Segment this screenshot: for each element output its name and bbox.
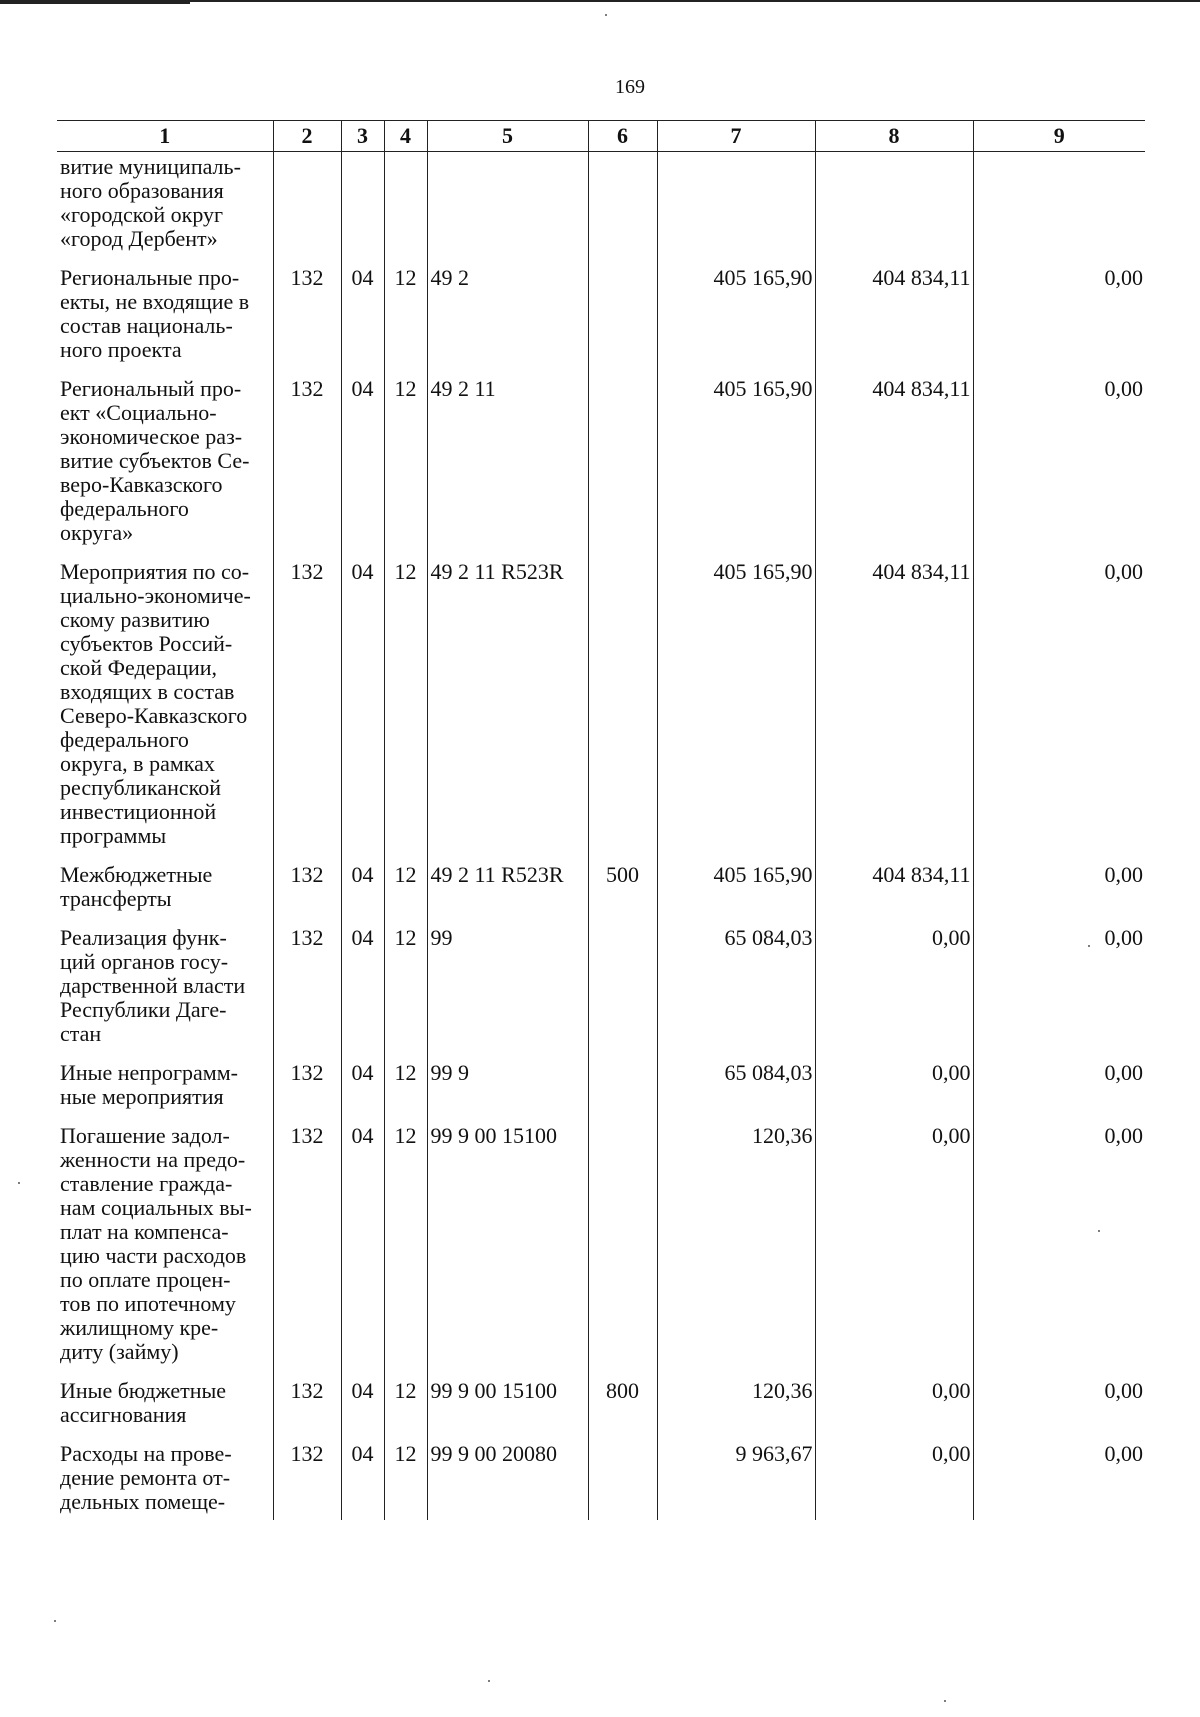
cell-subsection-code-value xyxy=(385,152,427,161)
cell-expense-type xyxy=(588,1433,657,1520)
table-row xyxy=(57,1370,1145,1433)
column-header-8: 8 xyxy=(815,121,973,152)
table-row xyxy=(57,1115,1145,1370)
cell-amount-col9 xyxy=(973,1115,1145,1370)
header-row xyxy=(57,121,1145,152)
cell-item-name xyxy=(57,1052,273,1115)
cell-amount-col8-value xyxy=(816,152,973,161)
column-header-3: 3 xyxy=(341,121,384,152)
cell-amount-col7-value: 405 165,90 xyxy=(713,559,813,584)
table-row xyxy=(57,368,1145,551)
cell-target-article-value: 99 9 00 15100 xyxy=(430,1378,557,1403)
cell-expense-type-value xyxy=(589,257,657,272)
budget-table xyxy=(57,120,1145,1520)
cell-expense-type xyxy=(588,1115,657,1370)
scan-speck xyxy=(488,1680,490,1682)
cell-item-name xyxy=(57,368,273,551)
cell-ministry-code-value: 132 xyxy=(290,862,324,887)
cell-expense-type xyxy=(588,257,657,368)
cell-amount-col8 xyxy=(815,854,973,917)
scan-speck xyxy=(54,1620,56,1622)
cell-amount-col8 xyxy=(815,1370,973,1433)
column-header-9: 9 xyxy=(973,121,1145,152)
cell-ministry-code-value: 132 xyxy=(290,1441,324,1466)
table-row xyxy=(57,917,1145,1052)
cell-amount-col7 xyxy=(657,152,815,258)
cell-target-article-value: 99 9 00 15100 xyxy=(430,1123,557,1148)
cell-section-code-value: 04 xyxy=(351,1378,374,1403)
column-header-6: 6 xyxy=(588,121,657,152)
cell-amount-col7 xyxy=(657,1115,815,1370)
cell-amount-col7 xyxy=(657,551,815,854)
cell-section-code-value: 04 xyxy=(351,1441,374,1466)
cell-amount-col8 xyxy=(815,917,973,1052)
cell-section-code xyxy=(341,152,384,258)
cell-amount-col8-value: 404 834,11 xyxy=(872,376,971,401)
cell-amount-col8-value: 0,00 xyxy=(932,1378,971,1403)
cell-ministry-code-value: 132 xyxy=(290,559,324,584)
cell-item-name xyxy=(57,1115,273,1370)
scan-speck xyxy=(1088,945,1090,947)
cell-target-article xyxy=(427,368,588,551)
cell-ministry-code-value: 132 xyxy=(290,376,324,401)
cell-expense-type-value xyxy=(589,1052,657,1067)
cell-expense-type-value: 800 xyxy=(606,1378,639,1403)
cell-amount-col8 xyxy=(815,257,973,368)
cell-expense-type-value xyxy=(589,551,657,566)
cell-target-article-value: 99 9 xyxy=(430,1060,469,1085)
cell-ministry-code xyxy=(273,257,341,368)
cell-expense-type-value xyxy=(589,1433,657,1448)
cell-section-code-value: 04 xyxy=(351,559,374,584)
cell-subsection-code-value: 12 xyxy=(394,1378,417,1403)
item-name-text: Расходы на прове- дение ремонта от- дельных помеще- xyxy=(60,1441,232,1514)
cell-expense-type xyxy=(588,152,657,258)
cell-amount-col7 xyxy=(657,257,815,368)
cell-section-code xyxy=(341,551,384,854)
cell-section-code xyxy=(341,368,384,551)
cell-amount-col8 xyxy=(815,152,973,258)
cell-expense-type-value xyxy=(589,917,657,932)
cell-amount-col9-value: 0,00 xyxy=(1104,376,1143,401)
cell-amount-col9-value: 0,00 xyxy=(1104,925,1143,950)
cell-amount-col7 xyxy=(657,854,815,917)
item-name-text: Региональный про- ект «Социально- экономическое раз- витие субъектов Се- веро-Кавказского федерального округа» xyxy=(60,376,250,545)
cell-section-code-value: 04 xyxy=(351,862,374,887)
cell-ministry-code-value xyxy=(274,152,341,161)
cell-amount-col9-value: 0,00 xyxy=(1104,1378,1143,1403)
cell-section-code-value: 04 xyxy=(351,925,374,950)
cell-target-article xyxy=(427,1115,588,1370)
cell-amount-col8-value: 0,00 xyxy=(932,1441,971,1466)
cell-amount-col9-value: 0,00 xyxy=(1104,1441,1143,1466)
cell-ministry-code xyxy=(273,1433,341,1520)
cell-amount-col9 xyxy=(973,551,1145,854)
cell-ministry-code xyxy=(273,368,341,551)
column-header-5: 5 xyxy=(427,121,588,152)
cell-subsection-code xyxy=(384,854,427,917)
cell-ministry-code-value: 132 xyxy=(290,1123,324,1148)
item-name-text: витие муниципаль- ного образования «городской округ «город Дербент» xyxy=(60,154,241,251)
cell-amount-col9 xyxy=(973,917,1145,1052)
cell-target-article xyxy=(427,1433,588,1520)
cell-ministry-code xyxy=(273,551,341,854)
scan-speck xyxy=(1098,1230,1100,1232)
cell-subsection-code xyxy=(384,152,427,258)
cell-target-article xyxy=(427,257,588,368)
top-border-stub xyxy=(0,2,190,4)
cell-target-article-value: 49 2 11 xyxy=(430,376,496,401)
item-name-text: Иные непрограмм- ные мероприятия xyxy=(60,1060,238,1109)
cell-amount-col7-value: 9 963,67 xyxy=(735,1441,813,1466)
cell-ministry-code-value: 132 xyxy=(290,265,324,290)
cell-ministry-code xyxy=(273,1370,341,1433)
cell-amount-col7 xyxy=(657,1433,815,1520)
cell-amount-col9-value: 0,00 xyxy=(1104,1123,1143,1148)
cell-expense-type-value: 500 xyxy=(606,862,639,887)
cell-item-name xyxy=(57,1433,273,1520)
cell-item-name xyxy=(57,917,273,1052)
table-row xyxy=(57,1433,1145,1520)
cell-ministry-code xyxy=(273,152,341,258)
cell-amount-col8 xyxy=(815,1433,973,1520)
cell-subsection-code-value: 12 xyxy=(394,925,417,950)
cell-expense-type-value xyxy=(589,368,657,383)
cell-amount-col9 xyxy=(973,1370,1145,1433)
scan-speck xyxy=(18,1182,20,1184)
cell-target-article xyxy=(427,917,588,1052)
cell-subsection-code xyxy=(384,1433,427,1520)
scan-speck xyxy=(605,14,607,16)
cell-item-name xyxy=(57,257,273,368)
cell-amount-col7 xyxy=(657,917,815,1052)
cell-amount-col8-value: 404 834,11 xyxy=(872,265,971,290)
column-header-2: 2 xyxy=(273,121,341,152)
cell-expense-type xyxy=(588,1370,657,1433)
cell-amount-col7-value: 405 165,90 xyxy=(713,265,813,290)
cell-target-article-value: 99 9 00 20080 xyxy=(430,1441,557,1466)
cell-section-code xyxy=(341,854,384,917)
cell-amount-col7 xyxy=(657,1052,815,1115)
cell-subsection-code xyxy=(384,1052,427,1115)
item-name-text: Реализация функ- ций органов госу- дарственной власти Республики Даге- стан xyxy=(60,925,246,1046)
cell-amount-col8 xyxy=(815,1115,973,1370)
cell-amount-col7-value: 65 084,03 xyxy=(724,925,813,950)
cell-amount-col7-value xyxy=(658,152,815,161)
cell-amount-col8 xyxy=(815,551,973,854)
cell-ministry-code-value: 132 xyxy=(290,1378,324,1403)
cell-expense-type xyxy=(588,917,657,1052)
cell-target-article-value: 49 2 11 R523R xyxy=(430,559,564,584)
cell-amount-col7-value: 65 084,03 xyxy=(724,1060,813,1085)
cell-ministry-code xyxy=(273,917,341,1052)
cell-item-name xyxy=(57,1370,273,1433)
cell-expense-type xyxy=(588,368,657,551)
cell-section-code-value: 04 xyxy=(351,1060,374,1085)
cell-subsection-code xyxy=(384,551,427,854)
cell-subsection-code-value: 12 xyxy=(394,1060,417,1085)
cell-amount-col9-value: 0,00 xyxy=(1104,862,1143,887)
cell-ministry-code xyxy=(273,1115,341,1370)
cell-target-article xyxy=(427,1370,588,1433)
cell-amount-col8-value: 0,00 xyxy=(932,1123,971,1148)
cell-subsection-code xyxy=(384,368,427,551)
table-row xyxy=(57,1052,1145,1115)
cell-item-name xyxy=(57,551,273,854)
cell-amount-col9 xyxy=(973,1433,1145,1520)
cell-subsection-code xyxy=(384,257,427,368)
table-body xyxy=(57,152,1145,1521)
table-row xyxy=(57,551,1145,854)
cell-target-article-value xyxy=(428,152,588,161)
cell-item-name xyxy=(57,854,273,917)
cell-subsection-code-value: 12 xyxy=(394,1123,417,1148)
cell-section-code xyxy=(341,1370,384,1433)
cell-section-code xyxy=(341,257,384,368)
cell-target-article xyxy=(427,152,588,258)
cell-amount-col7 xyxy=(657,368,815,551)
cell-subsection-code-value: 12 xyxy=(394,559,417,584)
cell-target-article xyxy=(427,1052,588,1115)
cell-ministry-code xyxy=(273,854,341,917)
cell-target-article-value: 49 2 11 R523R xyxy=(430,862,564,887)
cell-item-name xyxy=(57,152,273,258)
cell-expense-type xyxy=(588,854,657,917)
cell-section-code xyxy=(341,1433,384,1520)
cell-section-code-value: 04 xyxy=(351,265,374,290)
cell-subsection-code-value: 12 xyxy=(394,376,417,401)
cell-amount-col9 xyxy=(973,1052,1145,1115)
cell-section-code-value xyxy=(342,152,384,161)
cell-target-article-value: 99 xyxy=(430,925,453,950)
cell-ministry-code xyxy=(273,1052,341,1115)
cell-section-code xyxy=(341,1115,384,1370)
item-name-text: Межбюджетные трансферты xyxy=(60,862,213,911)
cell-ministry-code-value: 132 xyxy=(290,925,324,950)
cell-subsection-code xyxy=(384,917,427,1052)
budget-table-container xyxy=(57,120,1145,1520)
table-row xyxy=(57,257,1145,368)
cell-amount-col8 xyxy=(815,1052,973,1115)
table-row xyxy=(57,152,1145,258)
cell-section-code-value: 04 xyxy=(351,1123,374,1148)
cell-amount-col9-value: 0,00 xyxy=(1104,1060,1143,1085)
cell-expense-type-value xyxy=(589,152,657,161)
column-header-7: 7 xyxy=(657,121,815,152)
cell-expense-type-value xyxy=(589,1115,657,1130)
column-header-1: 1 xyxy=(57,121,273,152)
cell-section-code-value: 04 xyxy=(351,376,374,401)
cell-section-code xyxy=(341,917,384,1052)
item-name-text: Региональные про- екты, не входящие в состав националь- ного проекта xyxy=(60,265,250,362)
cell-subsection-code xyxy=(384,1115,427,1370)
cell-amount-col9-value: 0,00 xyxy=(1104,559,1143,584)
column-header-4: 4 xyxy=(384,121,427,152)
table-row xyxy=(57,854,1145,917)
table-header xyxy=(57,121,1145,152)
cell-target-article xyxy=(427,551,588,854)
cell-ministry-code-value: 132 xyxy=(290,1060,324,1085)
cell-amount-col9 xyxy=(973,257,1145,368)
cell-amount-col7-value: 120,36 xyxy=(752,1378,813,1403)
cell-amount-col9 xyxy=(973,854,1145,917)
cell-amount-col8-value: 404 834,11 xyxy=(872,862,971,887)
cell-subsection-code-value: 12 xyxy=(394,1441,417,1466)
cell-amount-col8-value: 0,00 xyxy=(932,925,971,950)
cell-amount-col9-value: 0,00 xyxy=(1104,265,1143,290)
cell-amount-col7-value: 120,36 xyxy=(752,1123,813,1148)
cell-subsection-code xyxy=(384,1370,427,1433)
cell-amount-col8-value: 404 834,11 xyxy=(872,559,971,584)
cell-amount-col9-value xyxy=(974,152,1146,161)
scan-speck xyxy=(944,1700,946,1702)
cell-amount-col8-value: 0,00 xyxy=(932,1060,971,1085)
cell-target-article-value: 49 2 xyxy=(430,265,469,290)
cell-amount-col7 xyxy=(657,1370,815,1433)
cell-amount-col7-value: 405 165,90 xyxy=(713,376,813,401)
cell-target-article xyxy=(427,854,588,917)
cell-expense-type xyxy=(588,1052,657,1115)
page-number: 169 xyxy=(615,76,645,98)
cell-subsection-code-value: 12 xyxy=(394,265,417,290)
cell-amount-col9 xyxy=(973,368,1145,551)
item-name-text: Мероприятия по со- циально-экономиче- скому развитию субъектов Россий- ской Федерации, входящих в состав Северо-Кавказского федерального округа, в рамках республиканской инвестиционной программы xyxy=(60,559,251,848)
cell-amount-col7-value: 405 165,90 xyxy=(713,862,813,887)
cell-amount-col8 xyxy=(815,368,973,551)
item-name-text: Иные бюджетные ассигнования xyxy=(60,1378,227,1427)
cell-section-code xyxy=(341,1052,384,1115)
cell-expense-type xyxy=(588,551,657,854)
cell-subsection-code-value: 12 xyxy=(394,862,417,887)
cell-amount-col9 xyxy=(973,152,1145,258)
item-name-text: Погашение задол- женности на предо- ставление гражда- нам социальных вы- плат на компенса- цию части расходов по оплате процен- тов по ипотечному жилищному кре- диту (займу) xyxy=(60,1123,252,1364)
